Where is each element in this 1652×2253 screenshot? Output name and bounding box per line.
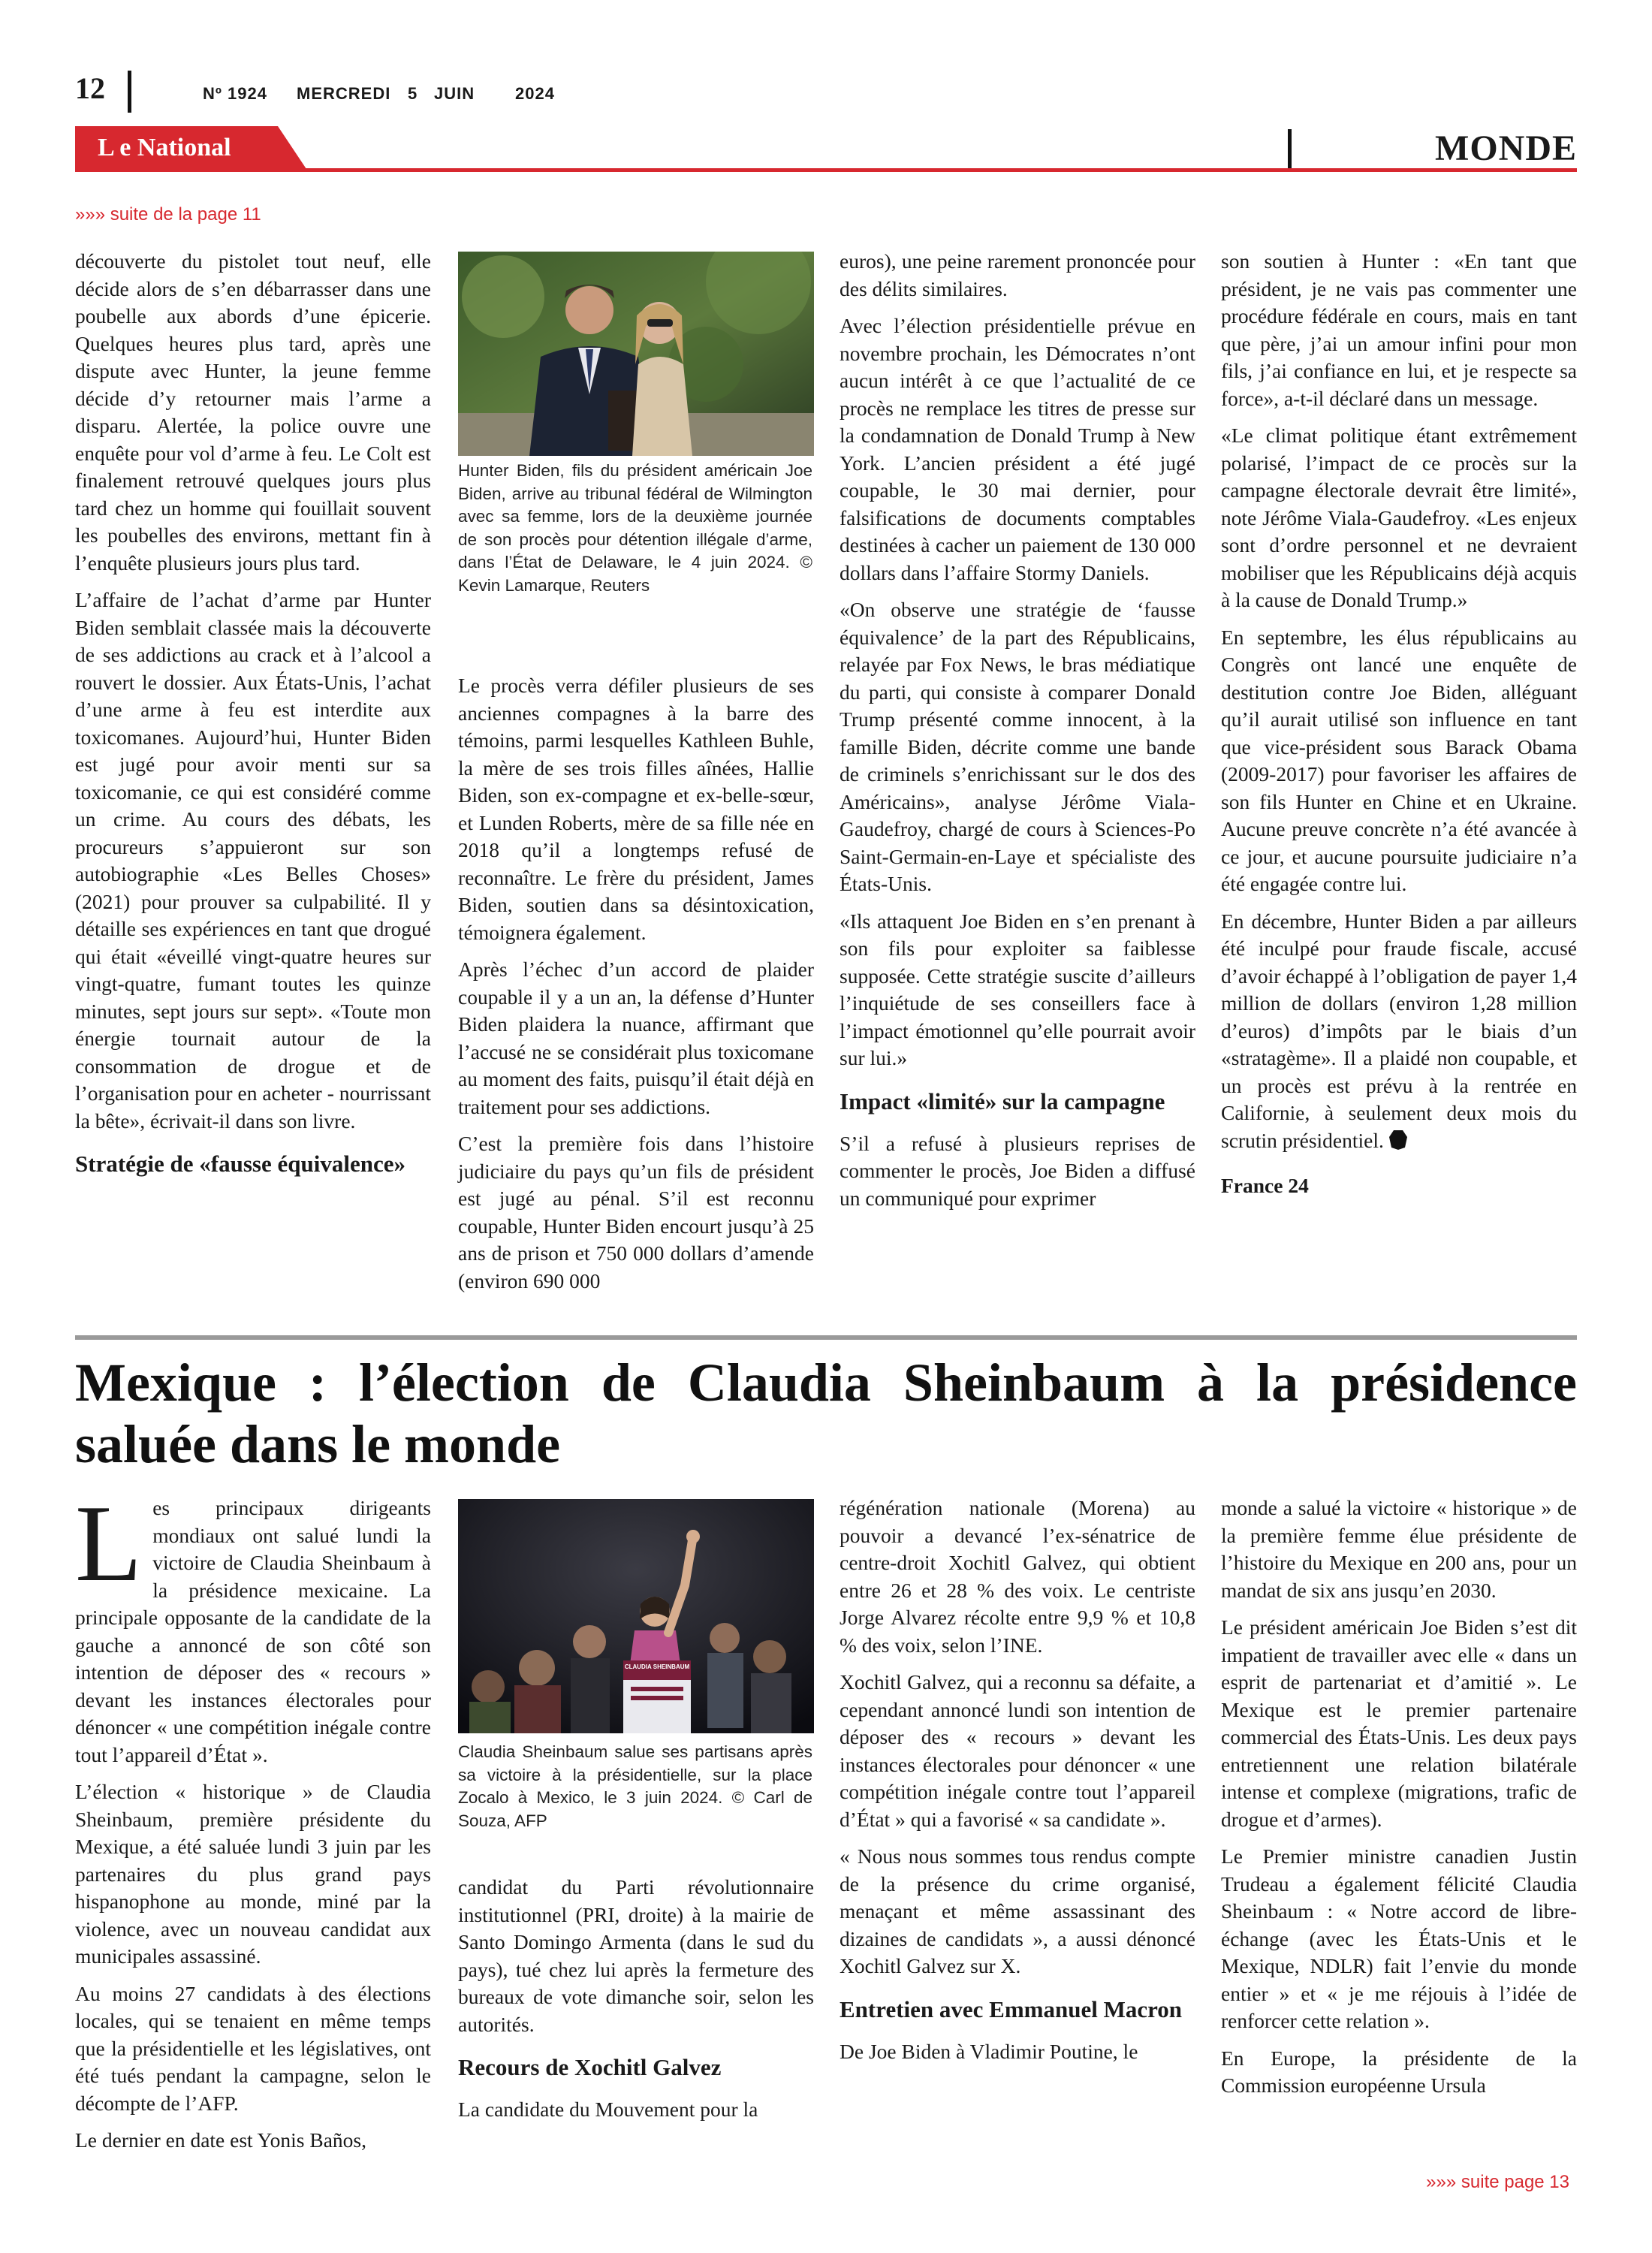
article-divider xyxy=(75,1335,1577,1340)
hunter-biden-photo xyxy=(458,252,814,456)
article1-column-4 xyxy=(1221,248,1577,1200)
drop-cap: L xyxy=(75,1482,143,1604)
paragraph: L’affaire de l’achat d’arme par Hunter Biden semblait classée mais la découverte de ses addictions au crack et à l’alcool a rouvert le dossier. Aux États-Unis, l’achat d’une arme à feu est interdite aux toxicomanes. Aujourd’hui, Hunter Biden est jugé pour avoir menti sur sa toxicomanie, ce qui est considéré comme un crime. Au cours des débats, les procureurs s’appuieront sur son autobiographie «Les Belles Choses» (2021) pour prouver sa culpabilité. Il y détaille ses expériences en tant que drogué qui était «éveillé vingt-quatre heures sur vingt-quatre, fumant toutes les quinze minutes, sept jours sur sept». «Toute mon énergie tournait autour de la consommation de drogue et de l’organisation pour en acheter - nourrissant la bête», écrivait-il dans son livre. xyxy=(75,588,431,1133)
paragraph: En septembre, les élus républicains au Congrès ont lancé une enquête de destitution contre Joe Biden, alléguant qu’il aurait utilisé son influence en tant que vice-président sous Barack Obama (2009-2017) pour favoriser les affaires de son fils Hunter en Chine et en Ukraine. Aucune preuve concrète n’a été avancée à ce jour, et aucune poursuite judiciaire n’a été engagée contre lui. xyxy=(1221,625,1577,895)
paragraph: S’il a refusé à plusieurs reprises de commenter le procès, Joe Biden a diffusé un communiqué pour exprimer xyxy=(840,1131,1195,1210)
issue-year: 2024 xyxy=(515,84,555,103)
paragraph-text: En décembre, Hunter Biden a par ailleurs été inculpé pour fraude fiscale, accusé d’avoir échappé à l’obligation de payer 1,4 million de dollars (environ 1,28 million d’euros) d’impôts par le biais d’un «stratagème». Il a plaidé non coupable, et un procès est prévu à la rentrée en Californie, à seulement deux mois du scrutin présidentiel. xyxy=(1221,909,1577,1152)
section-title: MONDE xyxy=(1435,128,1577,168)
continued-on-link[interactable]: »»» suite page 13 xyxy=(1426,2172,1569,2192)
paragraph: « Nous nous sommes tous rendus compte de la présence du crime organisé, menaçant et même assassinant des dizaines de candidats », a aussi dénoncé Xochitl Galvez sur X. xyxy=(840,1844,1195,1977)
issue-month: JUIN xyxy=(434,84,475,103)
issue-number: Nº 1924 xyxy=(203,84,267,103)
paragraph: son soutien à Hunter : «En tant que président, je ne vais pas commenter une procédure fédérale en cours, mais en tant que père, j’ai un amour infini pour mon fils, j’ai confiance en lui, et je respecte sa force», a-t-il déclaré dans un message. xyxy=(1221,249,1577,410)
paragraph: «Le climat politique étant extrêmement polarisé, l’impact de ce procès sur la campagne électorale devrait être limité», note Jérôme Viala-Gaudefroy. «Les enjeux sont d’ordre personnel et ne devraient mobiliser que les Républicains déjà acquis à la cause de Donald Trump.» xyxy=(1221,424,1577,611)
paragraph: euros), une peine rarement prononcée pour des délits similaires. xyxy=(840,249,1195,300)
paragraph-last xyxy=(1221,908,1577,1155)
claudia-sheinbaum-photo xyxy=(458,1499,814,1733)
section-divider xyxy=(1288,129,1292,170)
article-headline: Mexique : l’élection de Claudia Sheinbaum à la présidence saluée dans le monde xyxy=(75,1353,1577,1474)
article2-column-1 xyxy=(75,1482,431,2164)
paragraph: «Ils attaquent Joe Biden en s’en prenant à son fils pour exploiter sa faiblesse supposée. Cette stratégie suscite d’ailleurs l’inquiétude de ses conseillers face à l’impact émotionnel qu’elle pourrait avoir sur lui.» xyxy=(840,909,1195,1069)
podium-sign-text: CLAUDIA SHEINBAUM xyxy=(624,1663,690,1670)
paragraph: Le dernier en date est Yonis Baños, xyxy=(75,2128,366,2152)
subheading: Entretien avec Emmanuel Macron xyxy=(840,1995,1183,2022)
paragraph: monde a salué la victoire « historique » de la première femme élue présidente de l’histoire du Mexique en 200 ans, pour un mandat de six ans jusqu’en 2030. xyxy=(1221,1496,1577,1602)
paragraph: Le Premier ministre canadien Justin Trudeau a également félicité Claudia Sheinbaum : « Notre accord de libre-échange (avec les États-Unis et le Mexique, NDLR) fait l’envie du monde entier » et « je me réjouis à l’idée de renforcer cette relation ». xyxy=(1221,1844,1577,2032)
paragraph: Xochitl Galvez, qui a reconnu sa défaite, a cependant annoncé lundi son intention de déposer des « recours » devant les instances électorales pour dénoncer « une compétition inégale contre tout l’appareil d’État » qui a favorisé « sa candidate ». xyxy=(840,1670,1195,1831)
subheading: Recours de Xochitl Galvez xyxy=(458,2054,722,2080)
subheading: Stratégie de «fausse équivalence» xyxy=(75,1151,405,1177)
end-mark-icon xyxy=(1388,1130,1408,1151)
article2-column-3 xyxy=(840,1494,1195,2075)
paragraph: Avec l’élection présidentielle prévue en novembre prochain, les Démocrates n’ont aucun intérêt à ce que l’actualité de ce procès ne remplace les titres de presse sur la condamnation de Donald Trump à New York. L’ancien président a été jugé coupable, le 30 mai dernier, pour falsifications de documents comptables destinées à cacher un paiement de 130 000 dollars dans l’affaire Stormy Daniels. xyxy=(840,314,1195,584)
issue-date-number: 5 xyxy=(408,84,418,103)
page-number: 12 xyxy=(75,71,105,105)
paragraph: découverte du pistolet tout neuf, elle décide alors de s’en débarrasser dans une poubelle aux abords d’une épicerie. Quelques heures plus tard, après une dispute avec Hunter, la jeune femme décide d’y retourner mais l’arme a disparu. Alertée, la police ouvre une enquête pour vol d’arme à feu. Le Colt est finalement retrouvé quelques jours plus tard chez un homme qui fouillait souvent les poubelles des environs, mettant fin à l’enquête plusieurs jours plus tard. xyxy=(75,249,431,575)
article1-column-3 xyxy=(840,248,1195,1222)
paragraph-lead xyxy=(75,1482,431,1769)
article2-column-4 xyxy=(1221,1494,1577,2110)
issue-day: MERCREDI xyxy=(297,84,391,103)
paragraph: En Europe, la présidente de la Commission européenne Ursula xyxy=(1221,2046,1577,2097)
article2-column-2 xyxy=(458,1874,814,2134)
paragraph: Le procès verra défiler plusieurs de ses anciennes compagnes à la barre des témoins, parmi lesquelles Kathleen Buhle, la mère de ses trois filles aînées, Hallie Biden, son ex-compagne et ex-belle-sœur, et Lunden Roberts, mère de sa fille née en 2018 qu’il a longtemps refusé de reconnaître. Le frère du président, James Biden, soutien dans sa désintoxication, témoignera également. xyxy=(458,674,814,944)
page-number-divider xyxy=(128,71,131,113)
photo-caption: Hunter Biden, fils du président américain Joe Biden, arrive au tribunal fédéral de Wilmington avec sa femme, lors de la deuxième journée de son procès pour détention illégale d’arme, dans l’État de Delaware, le 4 juin 2024. © Kevin Lamarque, Reuters xyxy=(458,461,812,595)
paragraph: De Joe Biden à Vladimir Poutine, le xyxy=(840,2039,1138,2063)
subheading: Impact «limité» sur la campagne xyxy=(840,1087,1165,1114)
photo-caption: Claudia Sheinbaum salue ses partisans après sa victoire à la présidentielle, sur la place Zocalo à Mexico, le 3 juin 2024. © Carl de Souza, AFP xyxy=(458,1742,812,1830)
paragraph: Après l’échec d’un accord de plaider coupable il y a un an, la défense d’Hunter Biden plaidera la nuance, affirmant que l’accusé ne se considérait plus toxicomane au moment des faits, puisqu’il était déjà en traitement pour ses addictions. xyxy=(458,958,814,1118)
paragraph: «On observe une stratégie de ‘fausse équivalence’ de la part des Républicains, relayée par Fox News, le bras médiatique du parti, qui consiste à comparer Donald Trump présenté comme innocent, à la famille Biden, décrite comme une bande de criminels s’enrichissant sur le dos des Américains», analyse Jérôme Viala-Gaudefroy, chargé de cours à Sciences-Po Saint-Germain-en-Laye et spécialiste des États-Unis. xyxy=(840,598,1195,895)
brand-name: L e National xyxy=(98,134,231,161)
header-rule xyxy=(75,168,1577,172)
continued-from-link[interactable]: »»» suite de la page 11 xyxy=(75,204,261,225)
article1-column-2 xyxy=(458,672,814,1304)
paragraph: C’est la première fois dans l’histoire judiciaire du pays qu’un fils de président est jugé au pénal. S’il est reconnu coupable, Hunter Biden encourt jusqu’à 25 ans de prison et 750 000 dollars d’amende (environ 690 000 xyxy=(458,1132,814,1292)
paragraph: Le président américain Joe Biden s’est dit impatient de travailler avec elle « dans un esprit de partenariat et d’amitié ». Le Mexique est le premier partenaire commercial des États-Unis. Les deux pays entretiennent une relation bilatérale intense et complexe (migrations, trafic de drogue et d’armes). xyxy=(1221,1615,1577,1831)
paragraph: La candidate du Mouvement pour la xyxy=(458,2098,758,2121)
article1-column-1 xyxy=(75,248,431,1193)
paragraph-text: es principaux dirigeants mondiaux ont salué lundi la victoire de Claudia Sheinbaum à la présidence mexicaine. La principale opposante de la candidate de la gauche a annoncé de son côté son intention de déposer des « recours » devant les instances électorales pour dénoncer « une compétition inégale contre tout l’appareil d’État ». xyxy=(75,1496,431,1766)
paragraph: candidat du Parti révolutionnaire institutionnel (PRI, droite) à la mairie de Santo Domingo Armenta (dans le sud du pays), tué chez lui après la fermeture des bureaux de vote dimanche soir, selon les autorités. xyxy=(458,1875,814,2036)
paragraph: L’élection « historique » de Claudia Sheinbaum, première présidente du Mexique, a été saluée lundi 3 juin par les partenaires du plus grand pays hispanophone au monde, miné par la violence, avec un nouveau candidat aux municipales assassiné. xyxy=(75,1780,431,1968)
paragraph: régénération nationale (Morena) au pouvoir a devancé l’ex-sénatrice de centre-droit Xochitl Galvez, qui obtient entre 26 et 28 % des voix. Le centriste Jorge Alvarez récolte entre 9,9 % et 10,8 % des voix, selon l’INE. xyxy=(840,1496,1195,1657)
article-signature: France 24 xyxy=(1221,1174,1309,1197)
paragraph: Au moins 27 candidats à des élections locales, qui se tenaient en même temps que la présidentielle et les législatives, ont été tués pendant la campagne, selon le décompte de l’AFP. xyxy=(75,1981,431,2115)
